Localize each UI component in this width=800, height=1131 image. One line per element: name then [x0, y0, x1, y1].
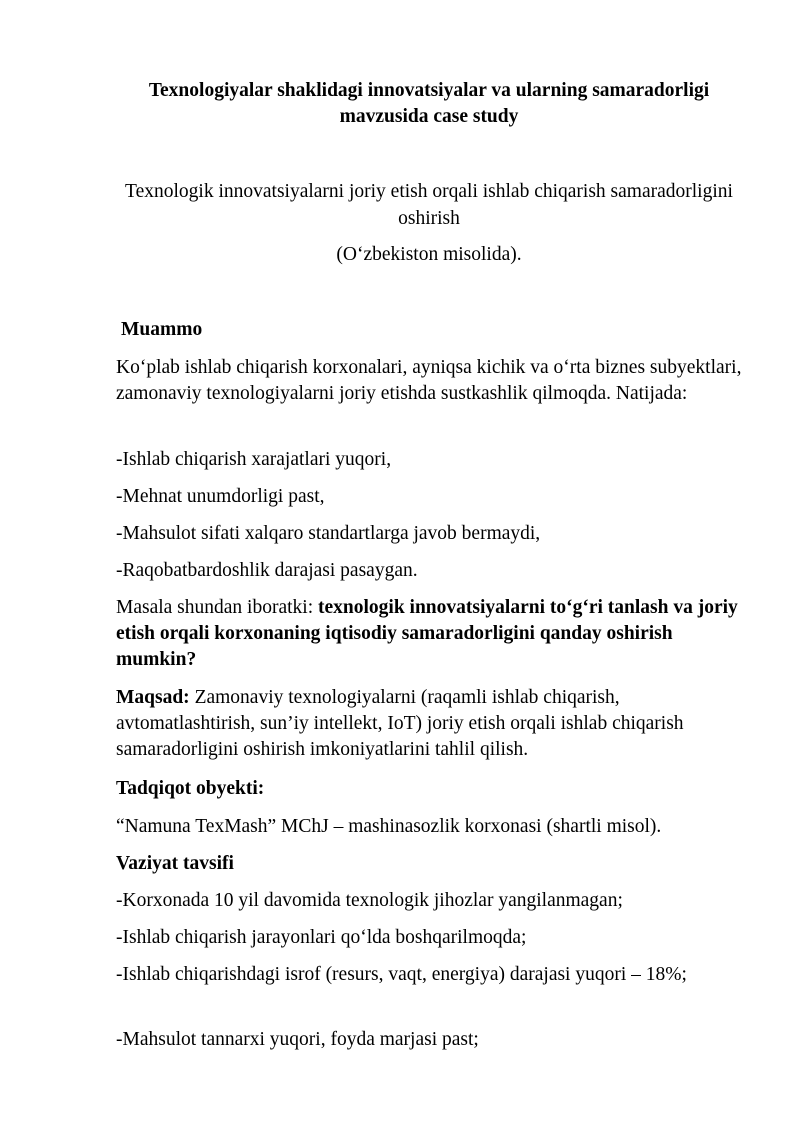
goal-paragraph — [116, 685, 742, 763]
problem-item: -Mehnat unumdorligi past, — [116, 486, 325, 507]
problem-heading: Muammo — [121, 319, 203, 340]
situation-item: -Ishlab chiqarish jarayonlari qo‘lda boshqarilmoqda; — [116, 927, 527, 948]
situation-item: -Ishlab chiqarishdagi isrof (resurs, vaqt, energiya) darajasi yuqori – 18%; — [116, 964, 687, 985]
situation-item: -Korxonada 10 yil davomida texnologik jihozlar yangilanmagan; — [116, 890, 623, 911]
document-subtitle: Texnologik innovatsiyalarni joriy etish orqali ishlab chiqarish samaradorligini oshirish — [125, 181, 733, 229]
problem-item: -Mahsulot sifati xalqaro standartlarga javob bermaydi, — [116, 523, 541, 544]
problem-item: -Ishlab chiqarish xarajatlari yuqori, — [116, 449, 392, 470]
issue-prefix: Masala shundan iboratki: — [116, 597, 318, 618]
problem-text: Ko‘plab ishlab chiqarish korxonalari, ayniqsa kichik va o‘rta biznes subyektlari, zamonaviy texnologiyalarni joriy etishda sustkashlik qilmoqda. Natijada: — [116, 357, 742, 404]
problem-item: -Raqobatbardoshlik darajasi pasaygan. — [116, 560, 418, 581]
goal-label: Maqsad: — [116, 687, 190, 708]
issue-question: texnologik innovatsiyalarni to‘g‘ri tanlash va joriy etish orqali korxonaning iqtisodiy samaradorligini qanday oshirish mumkin? — [116, 597, 738, 670]
document-title: Texnologiyalar shaklidagi innovatsiyalar va ularning samaradorligi mavzusida case study — [148, 80, 710, 127]
situation-heading: Vaziyat tavsifi — [116, 853, 234, 874]
goal-text: Zamonaviy texnologiyalarni (raqamli ishlab chiqarish, avtomatlashtirish, sun’iy intellekt, IoT) joriy etish orqali ishlab chiqarish samaradorligini oshirish imkoniyatlarini tahlil qilish. — [116, 687, 684, 760]
issue-paragraph — [116, 595, 742, 673]
object-text: “Namuna TexMash” MChJ – mashinasozlik korxonasi (shartli misol). — [116, 816, 662, 837]
situation-item: -Mahsulot tannarxi yuqori, foyda marjasi past; — [116, 1029, 479, 1050]
object-heading: Tadqiqot obyekti: — [116, 778, 265, 799]
document-subtitle-note: (O‘zbekiston misolida). — [336, 244, 522, 265]
